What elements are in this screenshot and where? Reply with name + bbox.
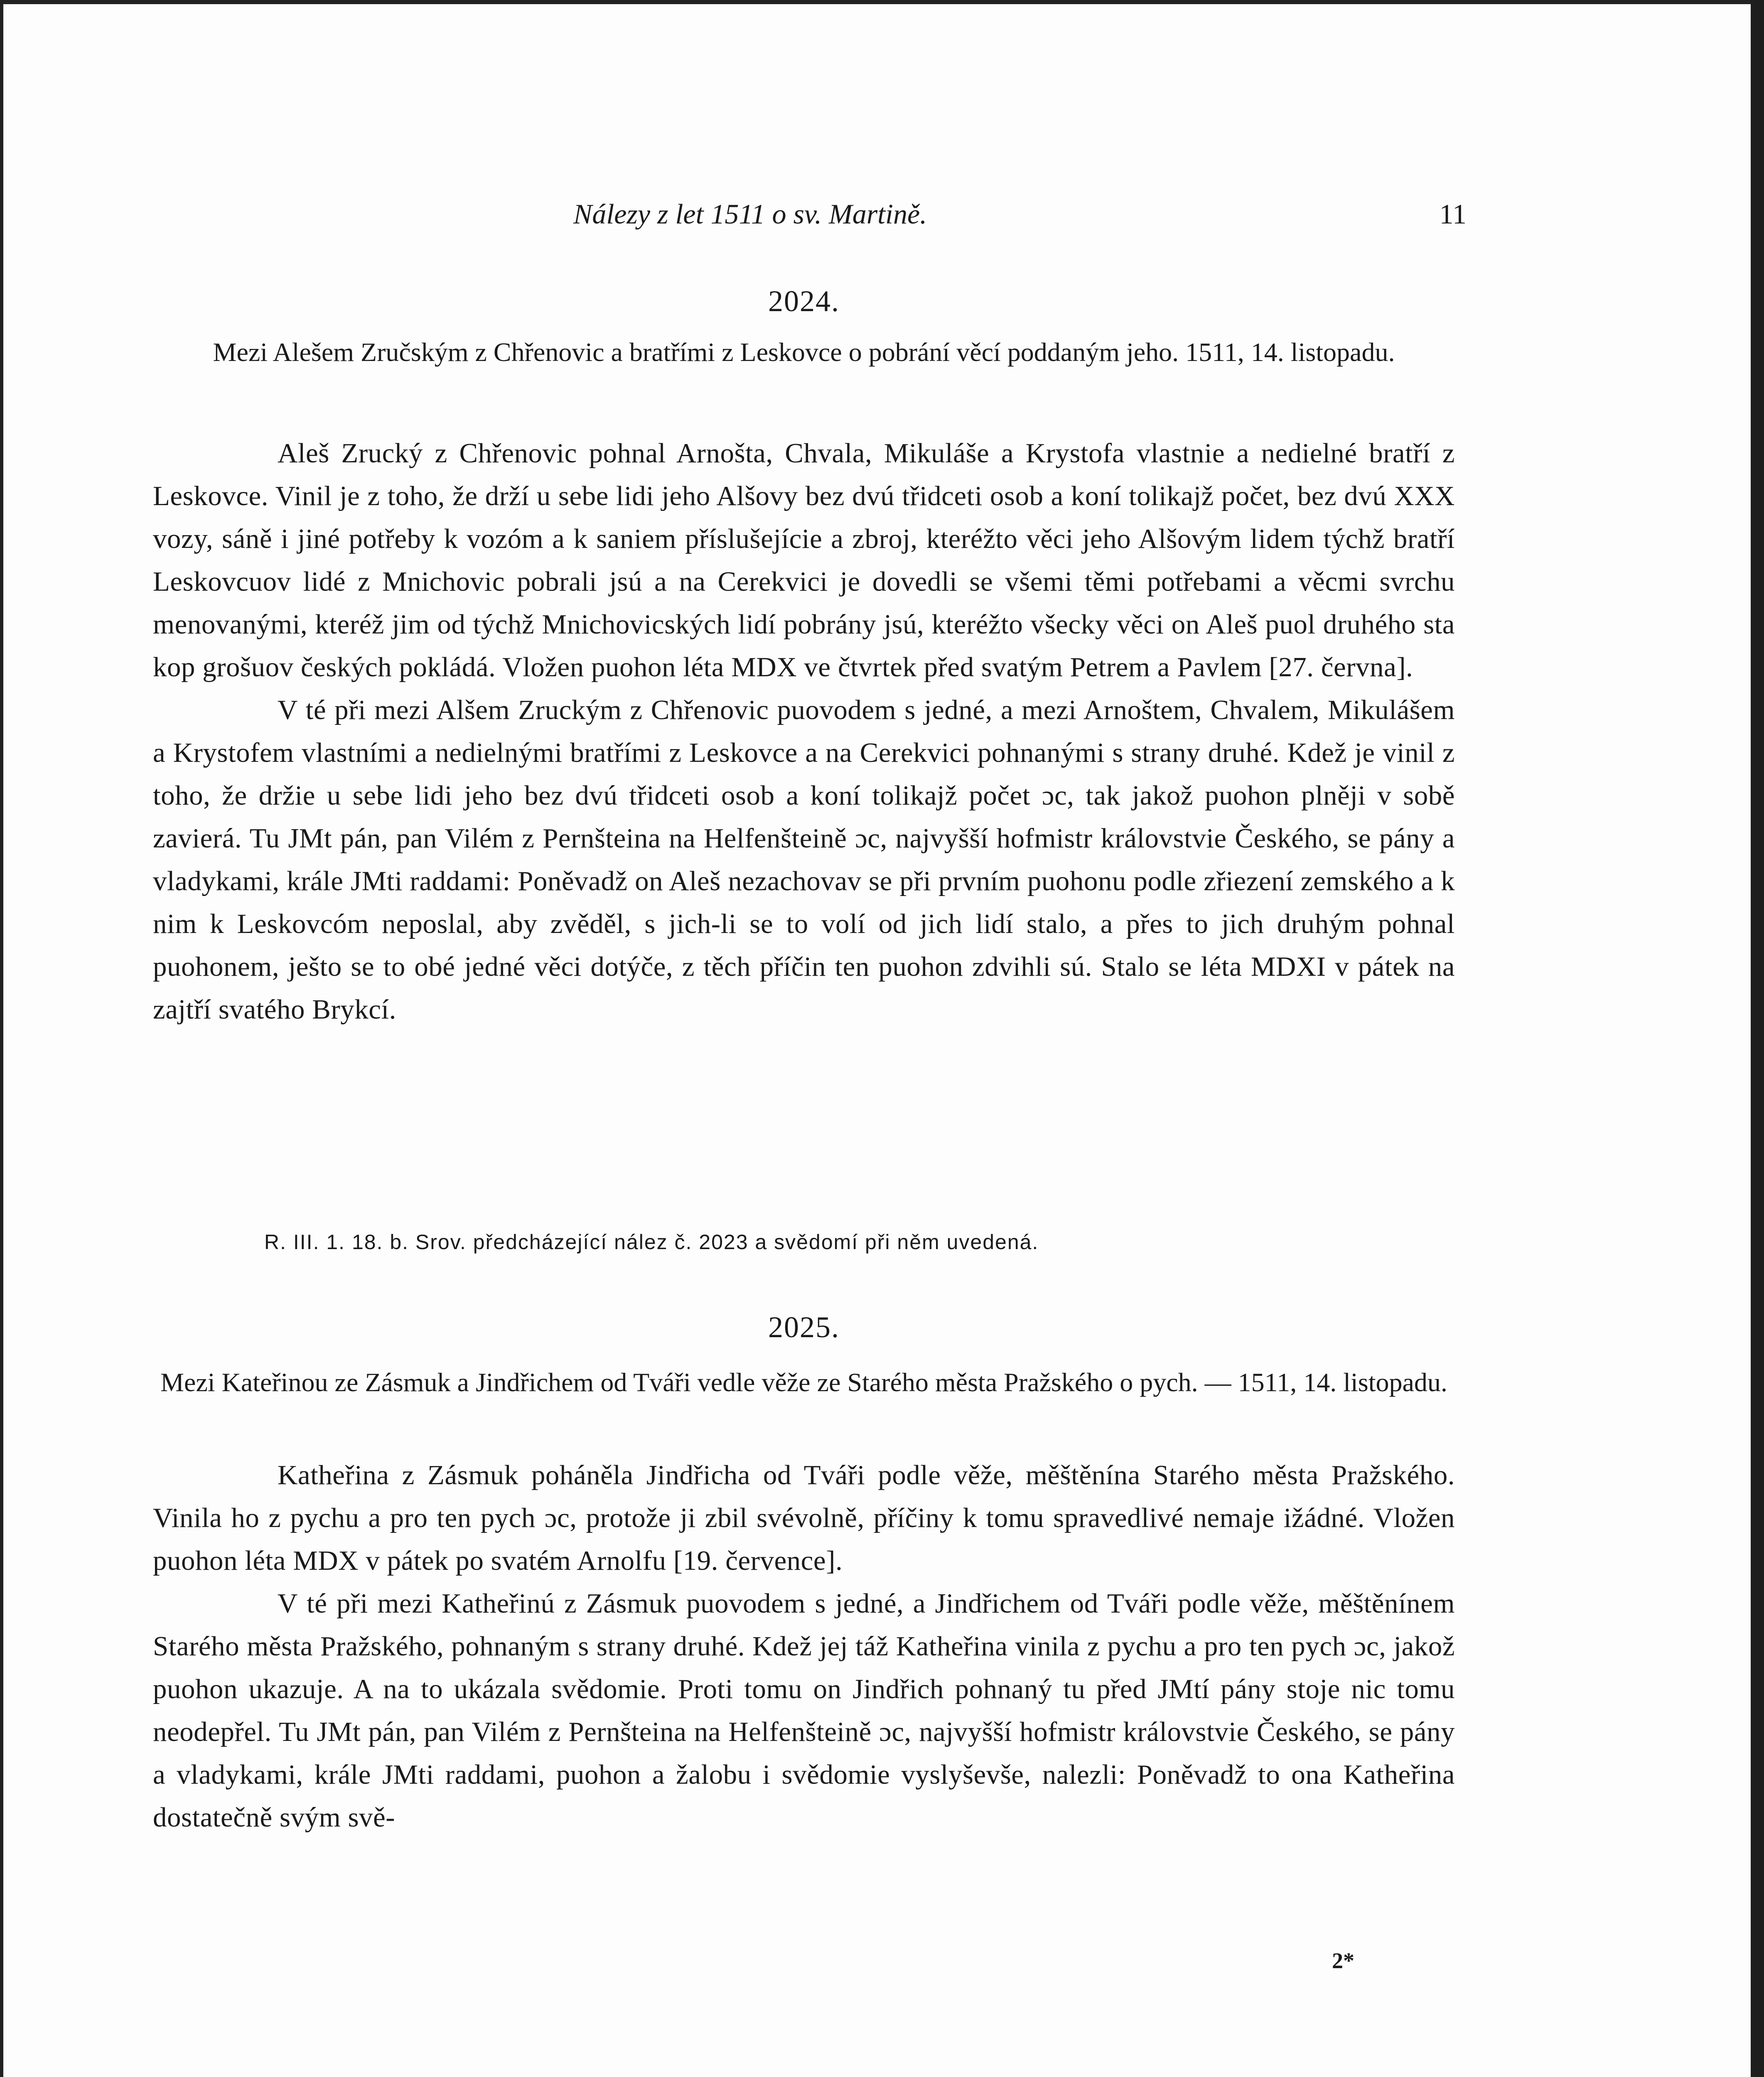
entry-body-2025 xyxy=(153,1454,1455,1932)
entry-title-2025: Mezi Kateřinou ze Zásmuk a Jindřichem od Tváři vedle věže ze Starého města Pražského o pych. — 1511, 14. listopadu. xyxy=(160,1367,1447,1397)
signature-mark: 2* xyxy=(1332,1948,1354,1973)
entry-paragraph: V té při mezi Alšem Zruckým z Chřenovic puovodem s jedné, a mezi Arnoštem, Chvalem, Mikulášem a Krystofem vlastními a nedielnými bratřími z Leskovce a na Cerekvici pohnanými s strany druhé. Kdež je vinil z toho, že držie u sebe lidi jeho bez dvú třidceti osob a koní tolikajž počet ɔc, tak jakož puohon plnějі v sobě zavierá. Tu JMt pán, pan Vilém z Pernšteina na Helfenšteině ɔc, najvyšší hofmistr královstvie Českého, se pány a vladykami, krále JMti raddami: Poněvadž on Aleš nezachovav se při prvním puohonu podle zřiezení zemského a k nim k Leskovcóm neposlal, aby zvěděl, s jich-li se to volí od jich lidí stalo, a přes to jich druhým pohnal puohonem, ješto se to obé jedné věci dotýče, z těch příčin ten puohon zdvihli sú. Stalo se léta MDXI v pátek na zajtří svatého Brykcí. xyxy=(153,695,1455,1025)
running-header: Nálezy z let 1511 o sv. Martině. xyxy=(573,198,927,230)
entry-paragraph: Aleš Zrucký z Chřenovic pohnal Arnošta, Chvala, Mikuláše a Krystofa vlastnie a nedielné bratří z Leskovce. Vinil je z toho, že drží u sebe lidi jeho Alšovy bez dvú třidceti osob a koní tolikajž počet, bez dvú XXX vozy, sáně i jiné potřeby k vozóm a k saniem příslušejície a zbroj, kteréžto věci jeho Alšovým lidem týchž bratří Leskovcuov lidé z Mnichovic pobrali jsú a na Cerekvici je dovedli se všemi těmi potřebami a věcmi svrchu menovanými, kteréž jim od týchž Mnichovicských lidí pobrány jsú, kteréžto všecky věci on Aleš puol druhého sta kop grošuov českých pokládá. Vložen puohon léta MDX ve čtvrtek před svatým Petrem a Pavlem [27. června]. xyxy=(153,438,1455,683)
source-note-2024: R. III. 1. 18. b. Srov. předcházející nález č. 2023 a svědomí při něm uvedená. xyxy=(264,1230,1039,1254)
scan-border-left xyxy=(0,0,3,2077)
entry-paragraph: V té při mezi Katheřinú z Zásmuk puovodem s jedné, a Jindřichem od Tváři podle věže, měštěnínem Starého města Pražského, pohnaným s strany druhé. Kdež jej táž Katheřina vinila z pychu a pro ten pych ɔc, jakož puohon ukazuje. A na to ukázala svědomie. Proti tomu on Jindřich pohnaný tu před JMtí pány stoje nic tomu neodepřel. Tu JMt pán, pan Vilém z Pernšteina na Helfenšteině ɔc, najvyšší hofmistr královstvie Českého, se pány a vladykami, krále JMti raddami, puohon a žalobu i svědomie vyslyševše, nalezli: Poněvadž to ona Katheřina dostatečně svým svě- xyxy=(153,1588,1455,1833)
scan-border-right xyxy=(1751,0,1764,2077)
entry-body-2024 xyxy=(153,432,1455,1213)
page-number: 11 xyxy=(1439,198,1467,230)
entry-number-2025: 2025. xyxy=(768,1311,840,1344)
entry-title-2024: Mezi Alešem Zručským z Chřenovic a bratřími z Leskovce o pobrání věcí poddaným jeho. 1511, 14. listopadu. xyxy=(213,337,1395,367)
entry-number-2024: 2024. xyxy=(768,285,840,318)
scan-border-top xyxy=(0,0,1764,4)
entry-paragraph: Katheřina z Zásmuk poháněla Jindřicha od Tváři podle věže, měštěnína Starého města Pražského. Vinila ho z pychu a pro ten pych ɔc, protože ji zbil svévolně, příčiny k tomu spravedlivé nemaje ižádné. Vložen puohon léta MDX v pátek po svatém Arnolfu [19. července]. xyxy=(153,1460,1455,1576)
